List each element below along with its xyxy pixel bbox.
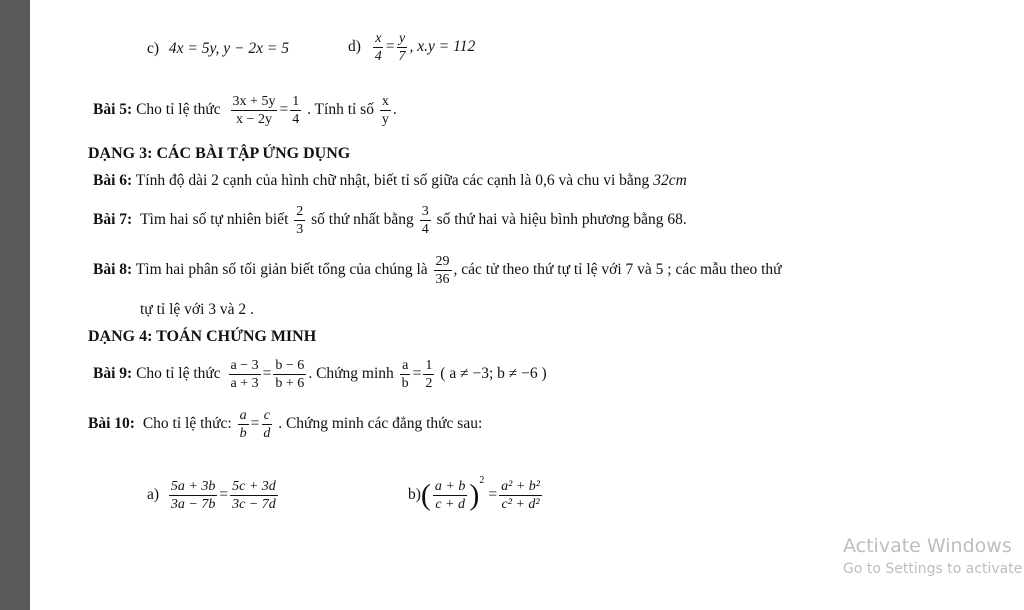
bai10-fraction-1: $\frac{a}{b}$ (239, 408, 247, 441)
bai8-fraction: $\frac{29}{36}$ (435, 254, 450, 287)
bai5 (93, 93, 397, 128)
part-b-fraction-1: $\frac{a + b}{c + d}$ (434, 479, 466, 512)
part-b-label: b) (408, 486, 421, 504)
part-c-equation: 4x = 5y, y − 2x = 5 (168, 40, 289, 57)
bai7 (93, 203, 687, 238)
bai8-line-2: tự tỉ lệ với 3 và 2 . (140, 301, 254, 318)
bai7-text-3: số thứ hai và hiệu bình phương bằng 68. (436, 211, 687, 229)
bai9-equals: = (262, 365, 272, 383)
section-heading-dang3: DẠNG 3: CÁC BÀI TẬP ỨNG DỤNG (88, 145, 351, 162)
bai9-label: Bài 9: (93, 365, 133, 383)
bai9-condition: ( a ≠ −3; b ≠ −6 ) (440, 365, 547, 383)
bai9-fraction-3: $\frac{a}{b}$ (401, 358, 409, 391)
part-d-fraction-2: $\frac{y}{7}$ (398, 31, 406, 64)
part-b-exponent: 2 (479, 475, 485, 486)
part-d-fraction-1: $\frac{x}{4}$ (374, 31, 382, 64)
bai5-period: . (392, 101, 397, 119)
part-a-equals: = (219, 486, 229, 504)
bai10-fraction-2: $\frac{c}{d}$ (263, 408, 271, 441)
bai7-fraction-2: $\frac{3}{4}$ (421, 204, 429, 237)
bai10 (88, 407, 482, 442)
viewer-left-margin (0, 0, 30, 610)
part-d-tail: , x.y = 112 (409, 38, 476, 56)
bai8-text-1: Tìm hai phân số tối giản biết tổng của chúng là (135, 261, 428, 279)
bai5-text-2: . Tính tỉ số (307, 101, 374, 119)
bai9-equals-2: = (412, 365, 422, 383)
part-a-fraction-1: $\frac{5a + 3b}{3a - 7b}$ (170, 479, 216, 512)
bai5-equals: = (279, 101, 289, 119)
bai8 (93, 253, 782, 288)
bai6-value: 32cm (653, 172, 687, 189)
bai6-text: Tính độ dài 2 cạnh của hình chữ nhật, biết tỉ số giữa các cạnh là 0,6 và chu vi bằng (135, 172, 650, 189)
part-d-equals: = (385, 38, 395, 56)
bai5-fraction-3: $\frac{x}{y}$ (381, 94, 389, 127)
bai10-part-b: b)( $\frac{a + b}{c + d}$ )$^2$= $\frac{\text{a² + b²}}{\text{c² + d²}}$ (408, 475, 540, 512)
bai4-part-c (147, 40, 289, 58)
bai10-text-2: . Chứng minh các đẳng thức sau: (278, 415, 483, 433)
part-c-label: c) (147, 40, 160, 57)
bai6 (93, 172, 687, 190)
bai6-label: Bài 6: (93, 172, 133, 189)
part-a-label: a) (147, 486, 160, 504)
bai10-label: Bài 10: (88, 415, 135, 433)
watermark-title: Activate Windows (843, 535, 1012, 557)
bai10-part-a (147, 478, 280, 513)
bai9 (93, 357, 547, 392)
bai9-fraction-4: $\frac{1}{2}$ (425, 358, 433, 391)
bai5-text: Cho tỉ lệ thức (136, 101, 221, 119)
bai8-label: Bài 8: (93, 261, 133, 279)
bai10-text-1: Cho tỉ lệ thức: (142, 415, 232, 433)
bai9-fraction-2: $\frac{b - 6}{b + 6}$ (275, 358, 305, 391)
part-a-fraction-2: $\frac{5c + 3d}{3c - 7d}$ (232, 479, 276, 512)
bai9-fraction-1: $\frac{a - 3}{a + 3}$ (230, 358, 259, 391)
watermark-subtitle: Go to Settings to activate (843, 561, 1023, 577)
document-page (30, 0, 902, 610)
bai10-equals: = (250, 415, 260, 433)
bai5-fraction-2: $\frac{1}{4}$ (292, 94, 300, 127)
bai5-fraction-1: $\frac{3x + 5y}{x - 2y}$ (232, 94, 276, 127)
bai7-label: Bài 7: (93, 211, 133, 229)
section-heading-dang4: DẠNG 4: TOÁN CHỨNG MINH (88, 328, 317, 345)
part-b-fraction-2: $\frac{\text{a² + b²}}{\text{c² + d²}}$ (501, 479, 540, 512)
bai9-text-2: . Chứng minh (308, 365, 394, 383)
bai9-text-1: Cho tỉ lệ thức (136, 365, 221, 383)
part-d-label: d) (348, 38, 361, 56)
viewer-right-margin (902, 0, 1024, 610)
bai5-label: Bài 5: (93, 101, 133, 119)
bai7-text-1: Tìm hai số tự nhiên biết (140, 211, 289, 229)
bai7-text-2: số thứ nhất bằng (311, 211, 414, 229)
bai8-text-2: , các tử theo thứ tự tỉ lệ với 7 và 5 ; các mẫu theo thứ (453, 261, 782, 279)
bai7-fraction-1: $\frac{2}{3}$ (296, 204, 304, 237)
part-b-equals: = (488, 486, 498, 504)
bai4-part-d (348, 30, 475, 65)
